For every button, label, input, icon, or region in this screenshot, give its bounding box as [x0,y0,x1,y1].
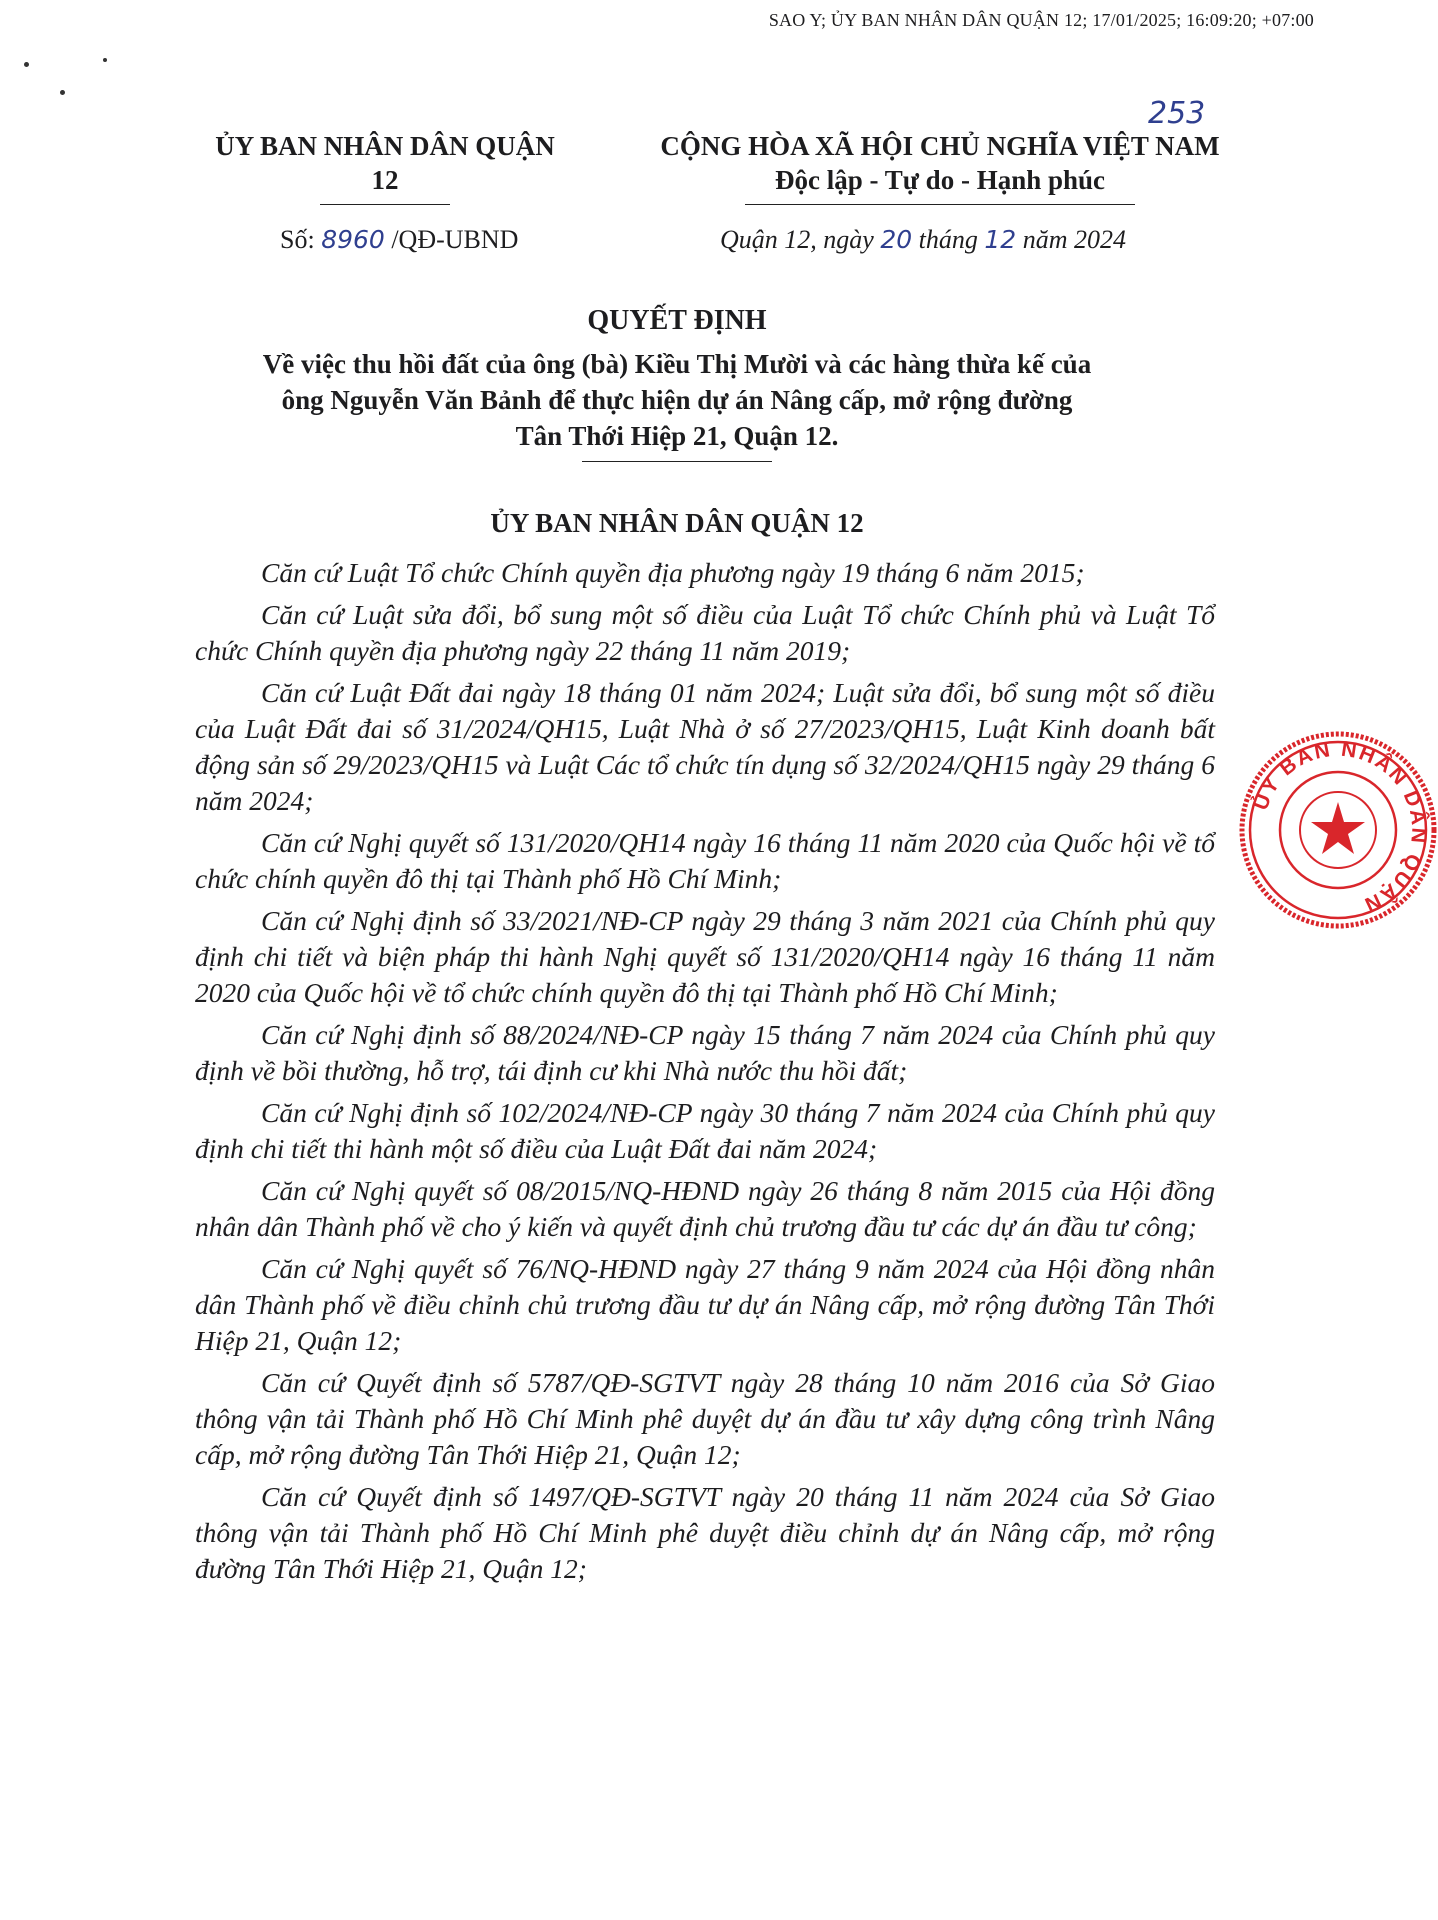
subject-line: ông Nguyễn Văn Bảnh để thực hiện dự án Nâng cấp, mở rộng đường [281,384,1073,415]
legal-basis-item: Căn cứ Nghị quyết số 131/2020/QH14 ngày 16 tháng 11 năm 2020 của Quốc hội về tổ chức chính quyền đô thị tại Thành phố Hồ Chí Minh; [195,827,1215,894]
motto-underline [745,204,1135,205]
country-name: CỘNG HÒA XÃ HỘI CHỦ NGHĨA VIỆT NAM [660,131,1220,161]
legal-basis-item: Căn cứ Luật sửa đổi, bổ sung một số điều của Luật Tổ chức Chính phủ và Luật Tổ chức Chính quyền địa phương ngày 22 tháng 11 năm 2019; [195,599,1215,666]
national-motto: Độc lập - Tự do - Hạnh phúc [774,164,1106,195]
issue-date: Quận 12, ngày 20 tháng 12 năm 2024 [720,225,1126,254]
legal-basis-item: Căn cứ Quyết định số 5787/QĐ-SGTVT ngày 28 tháng 10 năm 2016 của Sở Giao thông vận tải Thành phố Hồ Chí Minh phê duyệt dự án đầu tư xây dựng công trình Nâng cấp, mở rộng đường Tân Thới Hiệp 21, Quận 12; [195,1367,1215,1470]
decision-subject [177,347,1177,455]
legal-basis-item: Căn cứ Luật Đất đai ngày 18 tháng 01 năm 2024; Luật sửa đổi, bổ sung một số điều của Luật Đất đai số 31/2024/QH15, Luật Nhà ở số 27/2023/QH15, Luật Kinh doanh bất động sản số 29/2023/QH15 và Luật Các tổ chức tín dụng số 32/2024/QH15 ngày 29 tháng 6 năm 2024; [195,677,1215,816]
handwritten-month: 12 [984,225,1017,254]
issuing-authority-heading: ỦY BAN NHÂN DÂN QUẬN 12 [490,508,864,538]
subject-line: Tân Thới Hiệp 21, Quận 12. [515,420,839,451]
issuing-agency: ỦY BAN NHÂN DÂN QUẬN 12 [215,131,555,195]
handwritten-day: 20 [880,225,913,254]
legal-basis-item: Căn cứ Nghị quyết số 08/2015/NQ-HĐND ngày 26 tháng 8 năm 2015 của Hội đồng nhân dân Thành phố về cho ý kiến và quyết định chủ trương đầu tư các dự án đầu tư công; [195,1175,1215,1242]
copy-stamp: SAO Y; ỦY BAN NHÂN DÂN QUẬN 12; 17/01/2025; 16:09:20; +07:00 [768,10,1314,30]
national-title-block [630,130,1250,205]
seal-text: ỦY BAN NHÂN DÂN QUẬN [1249,737,1431,917]
handwritten-number: 8960 [321,225,385,254]
legal-basis-item: Căn cứ Nghị quyết số 76/NQ-HĐND ngày 27 tháng 9 năm 2024 của Hội đồng nhân dân Thành phố về điều chỉnh chủ trương đầu tư dự án Nâng cấp, mở rộng đường Tân Thới Hiệp 21, Quận 12; [195,1253,1215,1356]
legal-basis-item: Căn cứ Luật Tổ chức Chính quyền địa phương ngày 19 tháng 6 năm 2015; [261,557,1085,588]
agency-underline [320,204,450,205]
official-seal-icon [1238,730,1438,930]
document-type: QUYẾT ĐỊNH [587,305,767,336]
legal-bases [195,555,1215,1593]
legal-basis-item: Căn cứ Nghị định số 33/2021/NĐ-CP ngày 29 tháng 3 năm 2021 của Chính phủ quy định chi tiết và biện pháp thi hành Nghị quyết số 131/2020/QH14 ngày 16 tháng 11 năm 2020 của Quốc hội về tổ chức chính quyền đô thị tại Thành phố Hồ Chí Minh; [195,905,1215,1008]
scan-speck [103,58,107,62]
decision-title [0,305,1354,462]
handwritten-page-number: 253 [1148,96,1206,131]
scan-speck [24,62,29,67]
issuing-agency-block [200,130,570,205]
document-number: Số: 8960 /QĐ-UBND [280,225,519,254]
legal-basis-item: Căn cứ Nghị định số 88/2024/NĐ-CP ngày 15 tháng 7 năm 2024 của Chính phủ quy định về bồi thường, hỗ trợ, tái định cư khi Nhà nước thu hồi đất; [195,1019,1215,1086]
title-underline [582,461,772,462]
legal-basis-item: Căn cứ Nghị định số 102/2024/NĐ-CP ngày 30 tháng 7 năm 2024 của Chính phủ quy định chi tiết thi hành một số điều của Luật Đất đai năm 2024; [195,1097,1215,1164]
subject-line: Về việc thu hồi đất của ông (bà) Kiều Thị Mười và các hàng thừa kế của [262,349,1092,379]
legal-basis-item: Căn cứ Quyết định số 1497/QĐ-SGTVT ngày 20 tháng 11 năm 2024 của Sở Giao thông vận tải Thành phố Hồ Chí Minh phê duyệt điều chỉnh dự án Nâng cấp, mở rộng đường Tân Thới Hiệp 21, Quận 12; [195,1481,1215,1584]
scan-speck [60,90,65,95]
